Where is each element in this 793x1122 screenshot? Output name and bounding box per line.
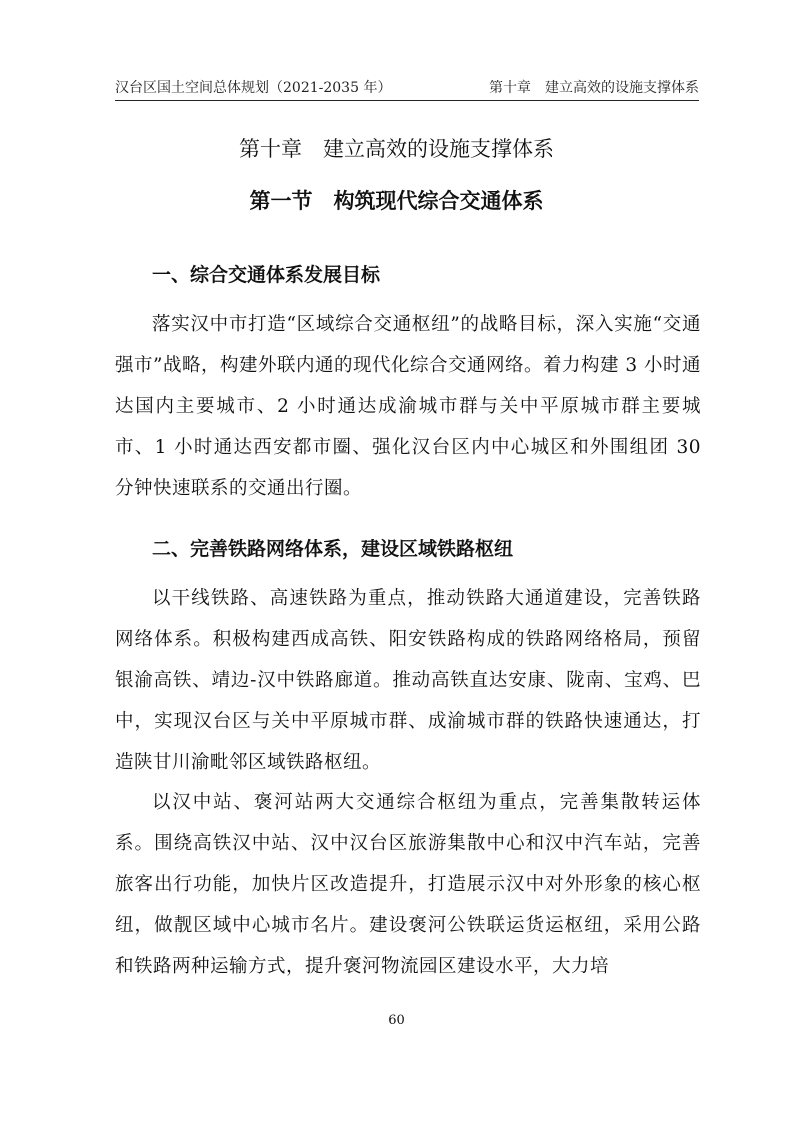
paragraph-railway-network: 以干线铁路、高速铁路为重点，推动铁路大通道建设，完善铁路网络体系。积极构建西成高铁、阳安铁路构成的铁路网络格局，预留银渝高铁、靖边-汉中铁路廊道。推动高铁直达安康、陇南、宝鸡、巴中，实现汉台区与关中平原城市群、成渝城市群的铁路快速通达，打造陕甘川渝毗邻区域铁路枢纽。 — [115, 588, 701, 773]
paragraph-railway-hubs: 以汉中站、褒河站两大交通综合枢纽为重点，完善集散转运体系。围绕高铁汉中站、汉中汉台区旅游集散中心和汉中汽车站，完善旅客出行功能，加快片区改造提升，打造展示汉中对外形象的核心枢纽，做靓区域中心城市名片。建设褒河公铁联运货运枢纽，采用公路和铁路两种运输方式，提升褒河物流园区建设水平，大力培 — [115, 792, 701, 977]
running-header — [115, 78, 699, 98]
chapter-title: 第十章 建立高效的设施支撑体系 — [239, 137, 554, 161]
subsection-heading-goals: 一、综合交通体系发展目标 — [152, 264, 381, 286]
paragraph-goals: 落实汉中市打造“区域综合交通枢纽”的战略目标，深入实施“交通强市”战略，构建外联内通的现代化综合交通网络。着力构建 3 小时通达国内主要城市、2 小时通达成渝城市群与关中平原城市群主要城市、1 小时通达西安都市圈、强化汉台区内中心城区和外围组团 30 分钟快速联系的交通出行圈。 — [115, 314, 701, 499]
header-divider — [115, 100, 699, 101]
section-title: 第一节 构筑现代综合交通体系 — [249, 189, 544, 213]
header-document-title: 汉台区国土空间总体规划（2021-2035 年） — [115, 80, 392, 96]
page-number: 60 — [388, 1013, 405, 1028]
subsection-heading-railway: 二、完善铁路网络体系，建设区域铁路枢纽 — [152, 538, 514, 560]
header-chapter-title: 第十章 建立高效的设施支撑体系 — [489, 80, 699, 96]
